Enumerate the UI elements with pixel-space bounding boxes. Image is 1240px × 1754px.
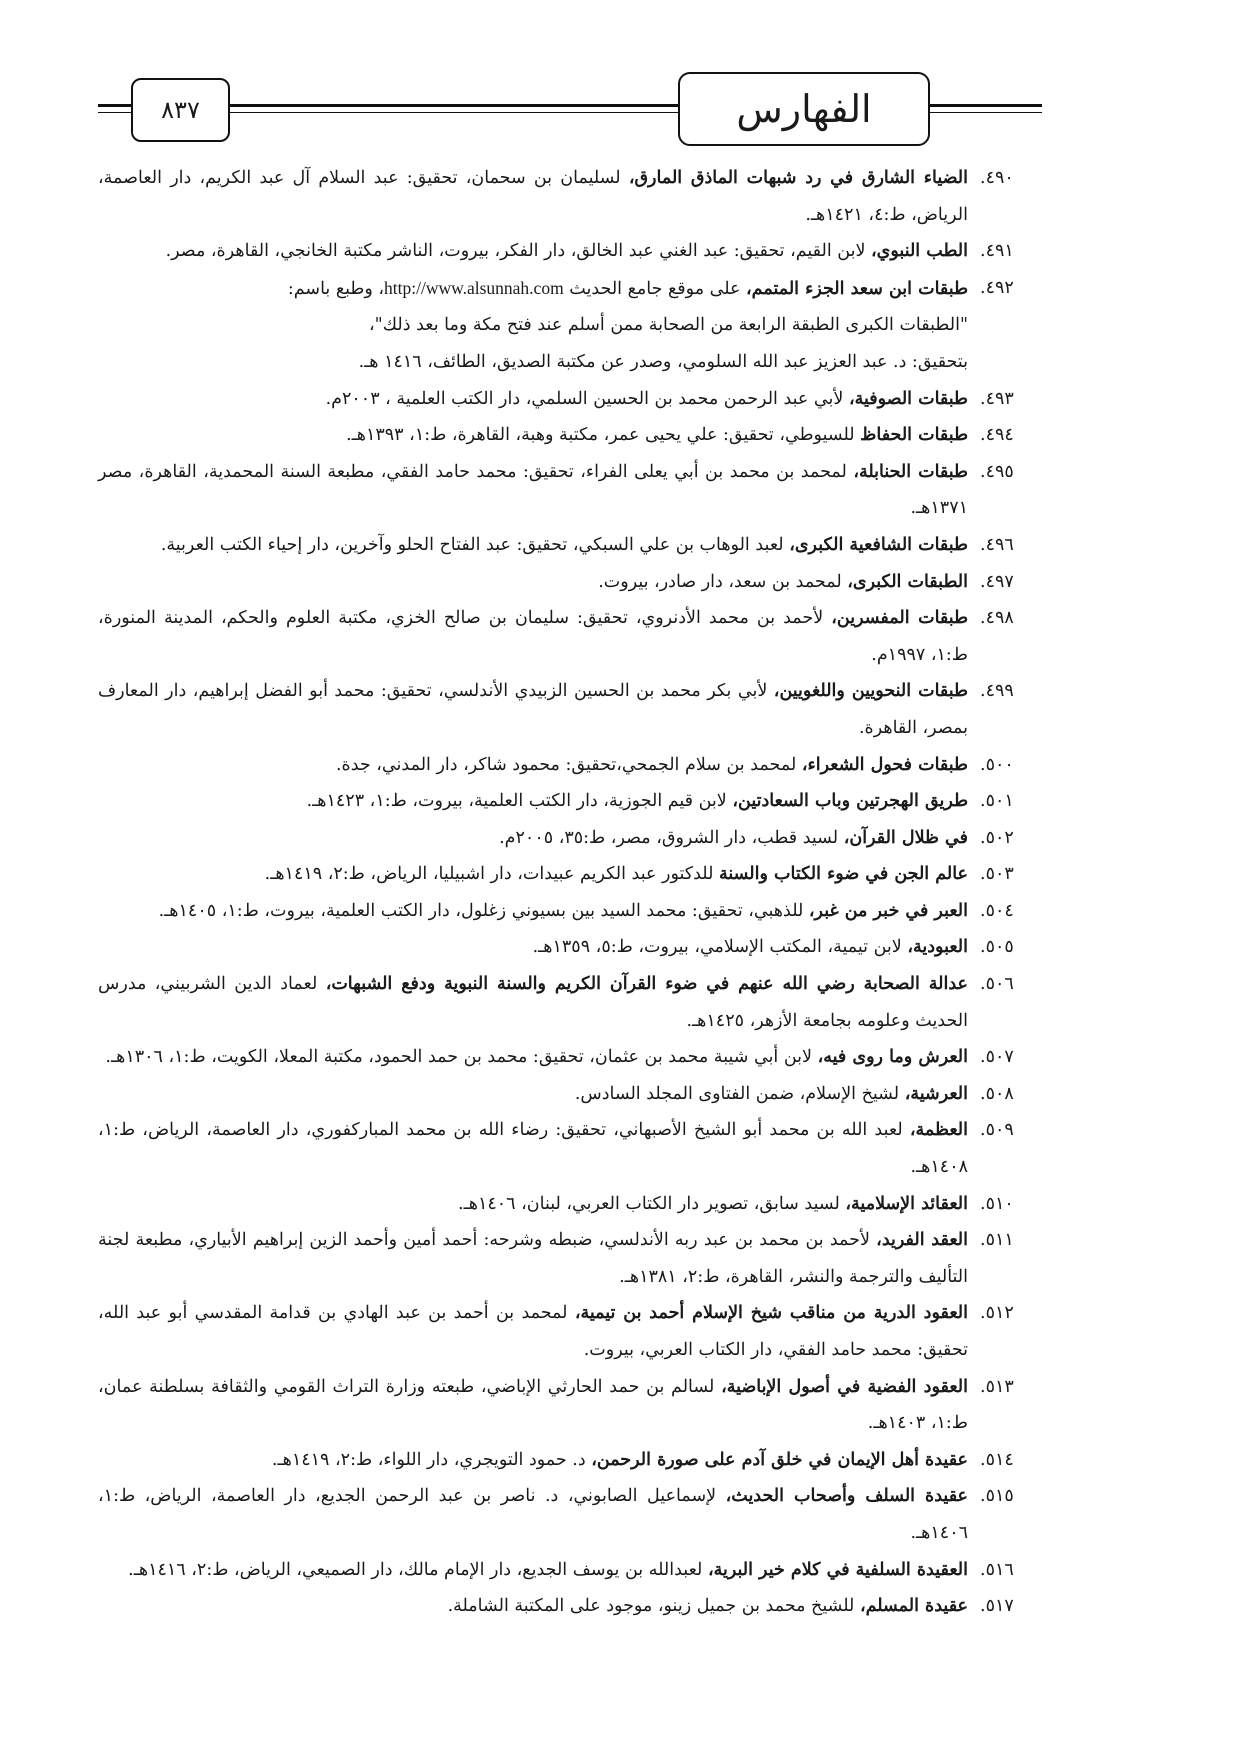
- book-title: طبقات الحنابلة،: [853, 461, 968, 482]
- book-title: الضياء الشارق في رد شبهات الماذق المارق،: [628, 168, 968, 188]
- list-item: [98, 454, 1044, 527]
- entry-text: [307, 783, 980, 820]
- book-title: طبقات فحول الشعراء،: [801, 754, 968, 775]
- entry-details: لعبد الله بن محمد أبو الشيخ الأصبهاني، تحقيق: رضاء الله بن محمد المباركفوري، دار العاصمة، الرياض، ط:١، ١٤٠٨هـ.: [98, 1120, 968, 1178]
- entry-number: ٥١٤.: [980, 1449, 1014, 1470]
- entry-text: [159, 893, 980, 930]
- page-number: ٨٣٧: [161, 96, 200, 124]
- entry-details: لسيد سابق، تصوير دار الكتاب العربي، لبنان، ١٤٠٦هـ.: [458, 1193, 840, 1214]
- entry-details: لمحمد بن سلام الجمحي،تحقيق: محمود شاكر، دار المدني، جدة.: [335, 754, 797, 775]
- entry-text: [272, 1442, 980, 1479]
- entry-details: لمحمد بن سعد، دار صادر، بيروت.: [598, 571, 842, 592]
- entry-number: ٥١٥.: [980, 1486, 1014, 1507]
- book-title: العرش وما روى فيه،: [817, 1047, 968, 1068]
- book-title: الطبقات الكبرى،: [847, 571, 968, 592]
- entry-text: [326, 381, 980, 418]
- entry-details-final: بتحقيق: د. عبد العزيز عبد الله السلومي، وصدر عن مكتبة الصديق، الطائف، ١٤١٦ هـ.: [358, 351, 968, 372]
- entry-text: [533, 929, 980, 966]
- entry-details: لأبي بكر محمد بن الحسين الزبيدي الأندلسي، تحقيق: محمد أبو الفضل إبراهيم، دار المعارف بمصر، القاهرة.: [98, 681, 968, 738]
- entry-text: [575, 1076, 980, 1113]
- section-title: الفهارس: [736, 87, 872, 131]
- list-item: [98, 783, 1044, 820]
- entry-number: ٥٠١.: [980, 791, 1014, 812]
- entry-details: لأحمد بن محمد الأدنروي، تحقيق: سليمان بن صالح الخزي، مكتبة العلوم والحكم، المدينة المنورة، ط:١، ١٩٩٧م.: [98, 608, 968, 665]
- book-title: العقيدة السلفية في كلام خير البرية،: [707, 1559, 968, 1580]
- list-item: [98, 1295, 1044, 1368]
- entry-text: [166, 233, 980, 270]
- entry-details: لسليمان بن سحمان، تحقيق: عبد السلام آل عبد الكريم، دار العاصمة، الرياض، ط:٤، ١٤٢١هـ.: [98, 168, 968, 225]
- entry-details: لأحمد بن محمد بن عبد ربه الأندلسي، ضبطه وشرحه: أحمد أمين وأحمد الزين إبراهيم الأبياري، مطبعة لجنة التأليف والترجمة والنشر، القاهرة، ط:٢، ١٣٨١هـ.: [98, 1230, 968, 1287]
- entry-number: ٥١٣.: [980, 1376, 1014, 1397]
- entry-number: ٤٩١.: [980, 241, 1014, 262]
- entry-text: [448, 1588, 980, 1625]
- entry-text: [128, 1552, 980, 1589]
- entry-text: [499, 820, 980, 857]
- list-item: [98, 747, 1044, 784]
- entry-details: للذهبي، تحقيق: محمد السيد بين بسيوني زغلول، دار الكتب العلمية، بيروت، ط:١، ١٤٠٥هـ.: [158, 900, 804, 921]
- entry-text: [98, 1112, 980, 1185]
- book-title: عالم الجن في ضوء الكتاب والسنة: [719, 864, 968, 885]
- header-rule-middle-bottom: [228, 112, 678, 113]
- entry-number: ٤٩٧.: [980, 571, 1014, 592]
- book-title: عقيدة أهل الإيمان في خلق آدم على صورة الرحمن،: [591, 1449, 968, 1470]
- website-link[interactable]: http://www.alsunnah.com: [384, 277, 564, 298]
- book-title: طبقات ابن سعد الجزء المتمم،: [746, 278, 968, 299]
- entry-details: لأبي عبد الرحمن محمد بن الحسين السلمي، دار الكتب العلمية ، ٢٠٠٣م.: [325, 388, 844, 409]
- entry-text: [98, 966, 980, 1039]
- list-item: [98, 600, 1044, 673]
- list-item: [98, 1076, 1044, 1113]
- entry-number: ٤٩٠.: [980, 168, 1014, 188]
- entry-details: لمحمد بن أحمد بن عبد الهادي بن قدامة المقدسي أبو عبد الله، تحقيق: محمد حامد الفقي، دار الكتاب العربي، بيروت.: [98, 1303, 968, 1360]
- list-item: [98, 160, 1044, 233]
- book-title: العقود الفضية في أصول الإباضية،: [721, 1376, 968, 1397]
- book-title: العقد الفريد،: [876, 1230, 968, 1251]
- book-title: العقود الدرية من مناقب شيخ الإسلام أحمد بن تيمية،: [574, 1303, 968, 1324]
- book-title: طبقات الحفاظ: [860, 425, 968, 446]
- list-item: [98, 1112, 1044, 1185]
- entry-text: [98, 1478, 980, 1551]
- entry-text: [458, 1186, 980, 1223]
- list-item: [98, 417, 1044, 454]
- list-item: [98, 1369, 1044, 1442]
- entry-number: ٤٩٦.: [980, 534, 1014, 555]
- entry-details-cont: ، وطبع باسم:: [287, 278, 385, 299]
- entry-number: ٥١٧.: [980, 1596, 1014, 1617]
- bibliography-list: [98, 160, 1044, 1625]
- book-title: عدالة الصحابة رضي الله عنهم في ضوء القرآن الكريم والسنة النبوية ودفع الشبهات،: [325, 974, 968, 995]
- entry-text: [161, 527, 980, 564]
- entry-text: [98, 160, 980, 233]
- entry-text: [346, 417, 980, 454]
- entry-text: [265, 856, 980, 893]
- header-rule-right-top: [928, 104, 1042, 107]
- book-title: العبر في خبر من غبر،: [808, 900, 968, 921]
- entry-number: ٥٠٠.: [980, 754, 1014, 775]
- list-item: [98, 1186, 1044, 1223]
- entry-number: ٤٩٩.: [980, 681, 1014, 702]
- entry-number: ٥١١.: [980, 1230, 1014, 1251]
- entry-number: ٤٩٣.: [980, 388, 1014, 409]
- entry-number: ٥٠٥.: [980, 937, 1014, 958]
- list-item: [98, 527, 1044, 564]
- entry-details: لابن تيمية، المكتب الإسلامي، بيروت، ط:٥، ١٣٥٩هـ.: [532, 937, 902, 958]
- list-item: [98, 270, 1044, 381]
- list-item: [98, 673, 1044, 746]
- list-item: [98, 893, 1044, 930]
- book-title: العبودية،: [907, 937, 968, 958]
- entry-text: [98, 454, 980, 527]
- entry-number: ٤٩٨.: [980, 608, 1014, 629]
- list-item: [98, 381, 1044, 418]
- entry-details: لعبد الوهاب بن علي السبكي، تحقيق: عبد الفتاح الحلو وآخرين، دار إحياء الكتب العربية.: [160, 534, 784, 555]
- list-item: [98, 1552, 1044, 1589]
- list-item: [98, 929, 1044, 966]
- book-title: الطب النبوي،: [871, 241, 968, 262]
- book-title: عقيدة السلف وأصحاب الحديث،: [725, 1486, 968, 1507]
- list-item: [98, 1588, 1044, 1625]
- entry-details: لابن القيم، تحقيق: عبد الغني عبد الخالق، دار الفكر، بيروت، الناشر مكتبة الخانجي، القاهرة، مصر.: [165, 241, 866, 262]
- entry-number: ٤٩٤.: [980, 425, 1014, 446]
- book-title: العقائد الإسلامية،: [845, 1193, 968, 1214]
- header-rule-left-top: [98, 104, 131, 107]
- list-item: [98, 966, 1044, 1039]
- entry-text: [98, 1295, 980, 1368]
- entry-details: للسيوطي، تحقيق: علي يحيى عمر، مكتبة وهبة، القاهرة، ط:١، ١٣٩٣هـ.: [346, 425, 855, 446]
- book-title: في ظلال القرآن،: [843, 827, 968, 848]
- entry-details: على موقع جامع الحديث: [569, 278, 741, 299]
- book-title: طبقات النحويين واللغويين،: [773, 681, 968, 702]
- entry-number: ٥٠٨.: [980, 1083, 1014, 1104]
- book-title: العرشية،: [904, 1083, 968, 1104]
- entry-details: للشيخ محمد بن جميل زينو، موجود على المكتبة الشاملة.: [447, 1596, 855, 1617]
- entry-details: لسيد قطب، دار الشروق، مصر، ط:٣٥، ٢٠٠٥م.: [499, 827, 839, 848]
- entry-text: [98, 1222, 980, 1295]
- list-item: [98, 856, 1044, 893]
- entry-text: [336, 747, 980, 784]
- list-item: [98, 820, 1044, 857]
- page-number-box: [131, 78, 230, 142]
- entry-text: [98, 600, 980, 673]
- list-item: [98, 1039, 1044, 1076]
- entry-number: ٥٠٤.: [980, 900, 1014, 921]
- header-rule-middle-top: [228, 104, 678, 107]
- entry-number: ٥٠٧.: [980, 1047, 1014, 1068]
- book-title: طبقات المفسرين،: [831, 608, 968, 629]
- entry-text: [105, 1039, 980, 1076]
- entry-details: لسالم بن حمد الحارثي الإباضي، طبعته وزارة التراث القومي والثقافة بسلطنة عمان، ط:١، ١٤٠٣هـ.: [98, 1376, 968, 1434]
- book-title: طبقات الصوفية،: [848, 388, 968, 409]
- entry-number: ٥١٠.: [980, 1193, 1014, 1214]
- entry-number: ٥١٢.: [980, 1303, 1014, 1324]
- list-item: [98, 1442, 1044, 1479]
- entry-text: [98, 1369, 980, 1442]
- book-title: عقيدة المسلم،: [859, 1596, 968, 1617]
- alternate-title-quote: "الطبقات الكبرى الطبقة الرابعة من الصحابة ممن أسلم عند فتح مكة وما بعد ذلك"،: [368, 315, 968, 336]
- entry-number: ٥٠٣.: [980, 864, 1014, 885]
- entry-details: لعبدالله بن يوسف الجديع، دار الإمام مالك، دار الصميعي، الرياض، ط:٢، ١٤١٦هـ.: [128, 1559, 703, 1580]
- entry-details: لابن أبي شيبة محمد بن عثمان، تحقيق: محمد بن حمد الحمود، مكتبة المعلا، الكويت، ط:١، ١٣٠٦هـ.: [105, 1047, 813, 1068]
- entry-number: ٤٩٢.: [980, 277, 1014, 298]
- entry-details: للدكتور عبد الكريم عبيدات، دار اشبيليا، الرياض، ط:٢، ١٤١٩هـ.: [264, 864, 714, 885]
- entry-number: ٥٠٦.: [980, 974, 1014, 995]
- page-header: [0, 0, 1240, 150]
- entry-details: لعماد الدين الشربيني، مدرس الحديث وعلومه بجامعة الأزهر، ١٤٢٥هـ.: [98, 974, 968, 1031]
- entry-details: لشيخ الإسلام، ضمن الفتاوى المجلد السادس.: [574, 1083, 900, 1104]
- entry-text: [98, 270, 980, 381]
- entry-details: لإسماعيل الصابوني، د. ناصر بن عبد الرحمن الجديع، دار العاصمة، الرياض، ط:١، ١٤٠٦هـ.: [98, 1486, 968, 1543]
- entry-number: ٥٠٢.: [980, 827, 1014, 848]
- header-rule-left-bottom: [98, 112, 131, 113]
- book-title: طبقات الشافعية الكبرى،: [789, 534, 968, 555]
- list-item: [98, 1222, 1044, 1295]
- section-title-box: [678, 72, 930, 146]
- list-item: [98, 233, 1044, 270]
- entry-details: لابن قيم الجوزية، دار الكتب العلمية، بيروت، ط:١، ١٤٢٣هـ.: [306, 791, 727, 812]
- list-item: [98, 564, 1044, 601]
- book-title: طريق الهجرتين وباب السعادتين،: [732, 791, 968, 812]
- entry-number: ٥٠٩.: [980, 1120, 1014, 1141]
- entry-details: لمحمد بن محمد بن أبي يعلى الفراء، تحقيق: محمد حامد الفقي، مطبعة السنة المحمدية، القاهرة، مصر ١٣٧١هـ.: [98, 461, 968, 519]
- entry-number: ٥١٦.: [980, 1559, 1014, 1580]
- entry-number: ٤٩٥.: [980, 461, 1014, 482]
- entry-text: [98, 673, 980, 746]
- list-item: [98, 1478, 1044, 1551]
- header-rule-right-bottom: [928, 112, 1042, 113]
- book-title: العظمة،: [909, 1120, 968, 1141]
- entry-text: [598, 564, 980, 601]
- entry-details: د. حمود التويجري، دار اللواء، ط:٢، ١٤١٩هـ.: [271, 1449, 586, 1470]
